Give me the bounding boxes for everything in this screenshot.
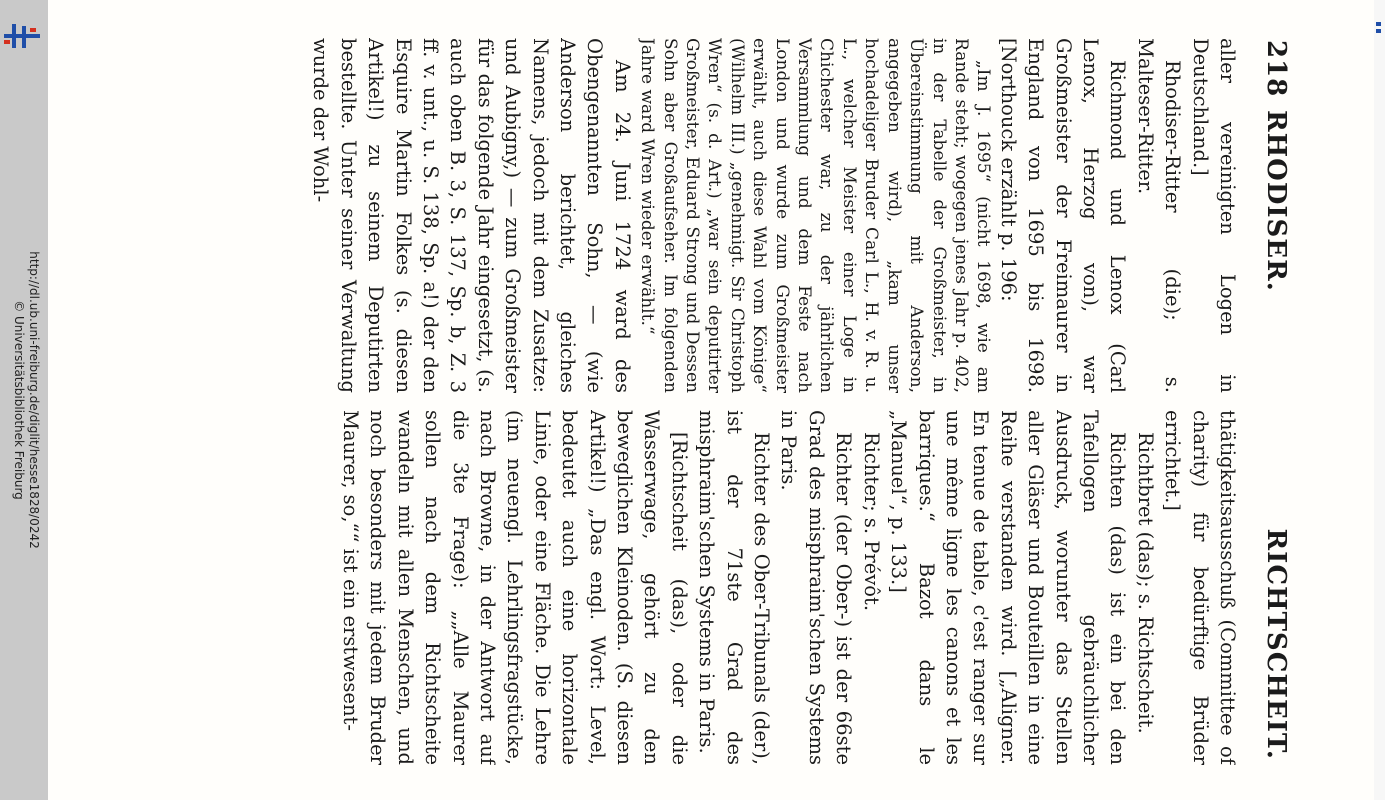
left-running-title: RHODISER. xyxy=(1261,110,1291,292)
paragraph: aller vereinigten Logen in Deutschland.] xyxy=(1188,38,1239,393)
quoted-paragraph: „Im J. 1695“ (nicht 1698, wie am Rande steht; wogegen jenes Jahr p. 402, in der Tabelle der Großmeister, in Übereinstimmung mit Anderson, angegeben wird), „kam unser hochadeliger Bruder Carl L., H. v. R. u. L., welcher Meister einer Loge in Chichester war, zu der jährlichen Versammlung und dem Feste nach London und wurde zum Großmeister erwählt, auch diese Wahl vom Könige“ (Wilhelm III.) „genehmigt. Sir Christoph Wren“ (s. d. Art.) „war sein deputirter Großmeister, Eduard Strong und Dessen Sohn aber Großaufseher. Im folgenden Jahre ward Wren wieder erwählt.“ xyxy=(637,38,994,393)
copyright-notice: © Universitätsbibliothek Freiburg xyxy=(12,300,26,500)
viewer-sidebar xyxy=(0,0,49,800)
paragraph: Richtbret (das); s. Richtscheit. xyxy=(1133,432,1157,734)
page-number: 218 xyxy=(1261,40,1291,98)
page-header xyxy=(1241,20,1301,780)
paragraph: Richten (das) ist ein bei den Tafellogen gebräuchlicher Ausdruck, worunter das Stellen aller Gläser und Bouteillen in eine Reihe verstanden wird. [„Aligner. En tenue de table, c'est ranger sur une même ligne les canons et les barriques.“ Bazot dans le „Manuel“, p. 133.] xyxy=(887,410,1130,765)
right-edge-strip xyxy=(1374,0,1385,800)
paragraph: Richter; s. Prévôt. xyxy=(859,432,883,612)
paragraph: Richmond und Lenox (Carl Lenox, Herzog von), war Großmeister der Freimaurer in England von 1695 bis 1698. [Northouck erzählt p. 196: xyxy=(996,38,1130,393)
paragraph: [Richtscheit (das), oder die Wasserwage, gehört zu den beweglichen Kleinoden. (S. diesen Artikel!) „Das engl. Wort: Level, bedeutet auch eine horizontale Linie, oder eine Fläche. Die Lehre (im neuengl. Lehrlingsfragstücke, nach Browne, in der Antwort auf die 3te Frage): „„Alle Maurer sollen nach dem Richtscheite wandeln mit allen Menschen, und noch besonders mit jedem Bruder Maurer, so,““ ist ein erstwesent- xyxy=(339,410,691,765)
left-text-column xyxy=(131,38,1241,393)
right-running-title: RICHTSCHEIT. xyxy=(1261,528,1291,760)
paragraph: Richter (der Ober-) ist der 66ste Grad des misphraim'schen Systems in Paris. xyxy=(777,410,856,765)
paragraph: Rhodiser-Ritter (die); s. Malteser-Ritter. xyxy=(1133,38,1185,393)
paragraph: thätigkeitsausschuß (Committee of charity) für bedürftige Brüder errichtet.] xyxy=(1161,410,1239,765)
edge-marker-icon xyxy=(1376,22,1381,36)
rotated-page-content xyxy=(121,20,1301,780)
permalink-url[interactable]: http://dl.ub.uni-freiburg.de/diglit/hesse1828/0242 xyxy=(27,251,41,549)
sidebar-caption xyxy=(2,0,48,800)
paragraph: Richter des Ober-Tribunals (der), ist der 71ste Grad des misphraim'schen Systems in Paris. xyxy=(695,410,774,765)
scanned-page xyxy=(48,0,1374,800)
right-text-column xyxy=(131,410,1241,765)
paragraph: Am 24. Juni 1724 ward des Obengenannten Sohn, — (wie Anderson berichtet, gleiches Namens, jedoch mit dem Zusatze: und Aubigny,) — zum Großmeister für das folgende Jahr eingesetzt, (s. auch oben B. 3, S. 137, Sp. b, Z. 3 ff. v. unt., u. S. 138, Sp. a!) der den Esquire Martin Folkes (s. diesen Artikel!) zu seinem Deputirten bestellte. Unter seiner Verwaltung wurde der Wohl- xyxy=(309,38,634,393)
